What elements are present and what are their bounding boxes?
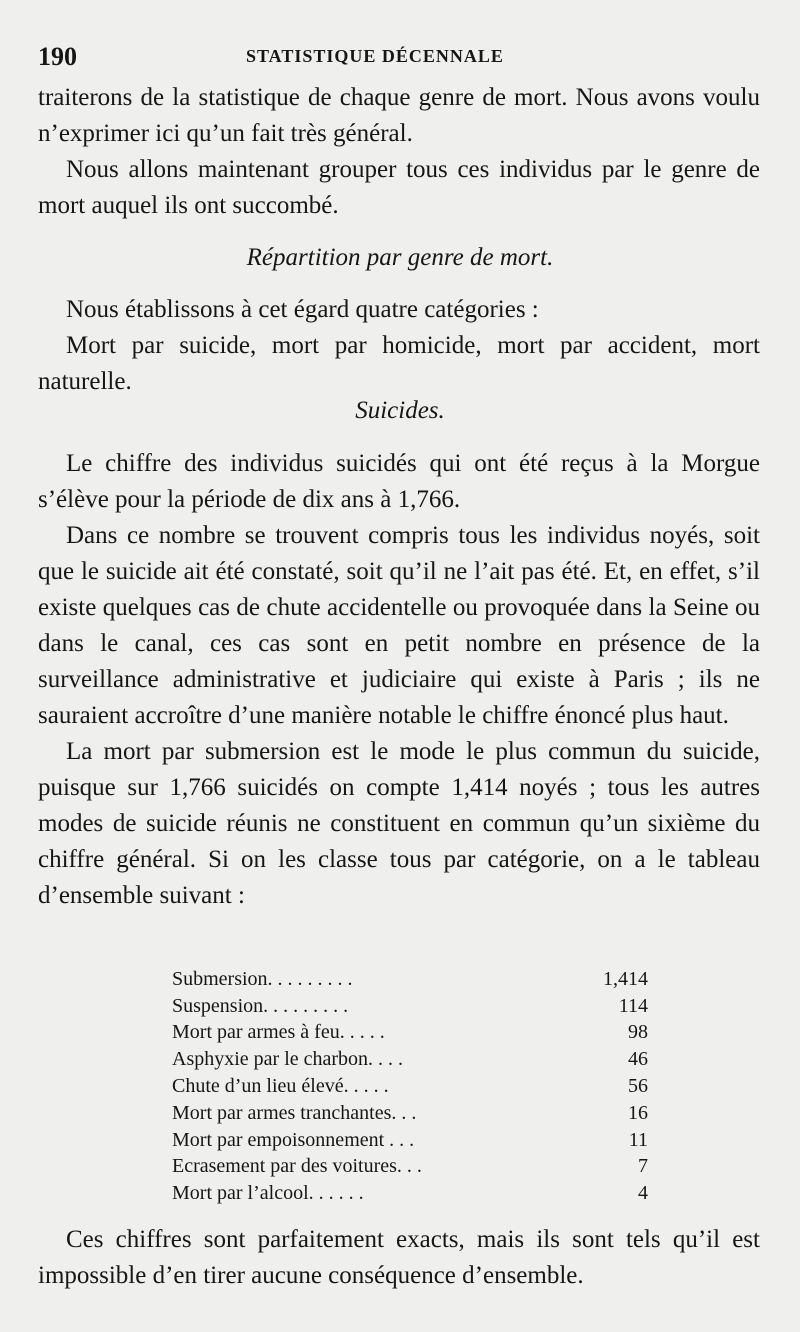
table-row-label: Mort par empoisonnement . . . <box>172 1128 415 1151</box>
table-row <box>172 1020 648 1047</box>
table-row-value: 4 <box>638 1182 648 1205</box>
table-row-value: 1,414 <box>603 967 648 990</box>
table-row <box>172 1046 648 1073</box>
table-row-value: 16 <box>628 1101 648 1124</box>
paragraph-3: Nous établissons à cet égard quatre catégories : <box>66 296 539 323</box>
table-row-label: Mort par armes tranchantes. . . <box>172 1101 417 1124</box>
table-row <box>172 966 648 993</box>
paragraph-8: Ces chiffres sont parfaitement exacts, mais ils sont tels qu’il est impossible d’en tirer aucune conséquence d’ensemble. <box>38 1226 760 1289</box>
text-block-top <box>38 80 760 224</box>
table-row-label: Mort par l’alcool. . . . . . <box>172 1182 364 1205</box>
paragraph-5: Le chiffre des individus suicidés qui ont été reçus à la Morgue s’élève pour la période de dix ans à 1,766. <box>38 450 760 513</box>
table-row-value: 56 <box>628 1075 648 1098</box>
table-row-value: 98 <box>628 1021 648 1044</box>
paragraph-2: Nous allons maintenant grouper tous ces individus par le genre de mort auquel ils ont succombé. <box>38 156 760 219</box>
text-block-categories <box>38 292 760 400</box>
text-block-closing <box>38 1222 760 1294</box>
table-row-value: 46 <box>628 1048 648 1071</box>
paragraph-1: traiterons de la statistique de chaque genre de mort. Nous avons voulu n’exprimer ici qu’un fait très général. <box>38 84 760 147</box>
paragraph-6: Dans ce nombre se trouvent compris tous les individus noyés, soit que le suicide ait été constaté, soit qu’il ne l’ait pas été. Et, en effet, s’il existe quelques cas de chute accidentelle ou provoquée dans la Seine ou dans le canal, ces cas sont en petit nombre en présence de la surveillance administrative et judiciaire qui existe à Paris ; ils ne sauraient accroître d’une manière notable le chiffre énoncé plus haut. <box>38 522 760 729</box>
table-row-label: Ecrasement par des voitures. . . <box>172 1155 422 1178</box>
table-row-label: Suspension. . . . . . . . . <box>172 994 349 1017</box>
page-header <box>38 42 758 72</box>
table-row-label: Submersion. . . . . . . . . <box>172 967 353 990</box>
table-row <box>172 1180 648 1207</box>
page-number: 190 <box>38 42 77 71</box>
table-row-label: Chute d’un lieu élevé. . . . . <box>172 1075 389 1098</box>
suicide-methods-table <box>172 966 648 1207</box>
table-row <box>172 1154 648 1181</box>
subheading-suicides: Suicides. <box>355 397 445 424</box>
table-row-value: 11 <box>628 1128 648 1151</box>
running-title: STATISTIQUE DÉCENNALE <box>246 46 504 66</box>
table-row <box>172 1100 648 1127</box>
table-row-value: 114 <box>618 994 648 1017</box>
table-row <box>172 993 648 1020</box>
text-block-main <box>38 446 760 914</box>
subheading-repartition: Répartition par genre de mort. <box>246 244 554 271</box>
table-row-value: 7 <box>638 1155 648 1178</box>
table-row <box>172 1073 648 1100</box>
paragraph-7: La mort par submersion est le mode le plus commun du suicide, puisque sur 1,766 suicidés on compte 1,414 noyés ; tous les autres modes de suicide réunis ne constituent en commun qu’un sixième du chiffre général. Si on les classe tous par catégorie, on a le tableau d’ensemble suivant : <box>38 738 760 909</box>
table-row-label: Mort par armes à feu. . . . . <box>172 1021 385 1044</box>
table-row-label: Asphyxie par le charbon. . . . <box>172 1048 404 1071</box>
paragraph-4: Mort par suicide, mort par homicide, mort par accident, mort naturelle. <box>38 332 760 395</box>
table-row <box>172 1127 648 1154</box>
